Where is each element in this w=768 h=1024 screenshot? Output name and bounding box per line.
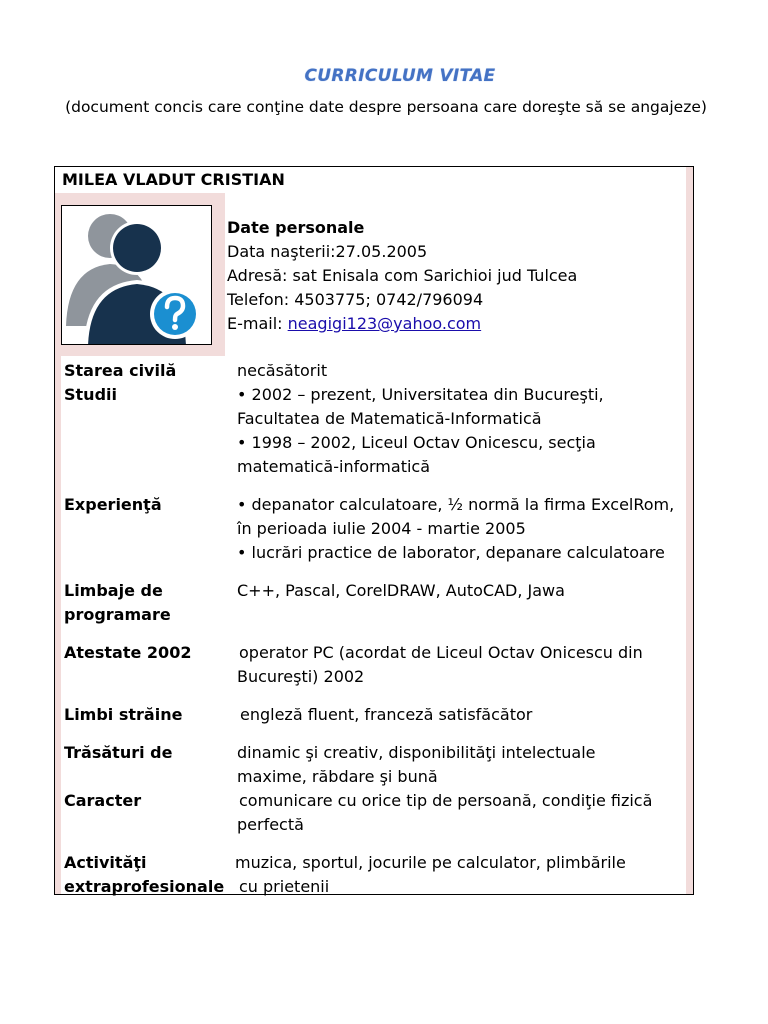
email-link[interactable]: neagigi123@yahoo.com [287, 314, 482, 333]
studies-line: • 1998 – 2002, Liceul Octav Onicescu, secţia [237, 433, 596, 452]
traits-line: comunicare cu orice tip de persoană, condiţie fizică [239, 791, 653, 810]
traits-label: Trăsături de [64, 743, 173, 762]
civil-label: Starea civilă [64, 361, 177, 380]
pink-strip-right [686, 167, 693, 894]
studies-line: matematică-informatică [237, 457, 431, 476]
phone: Telefon: 4503775; 0742/796094 [227, 290, 484, 309]
experience-label: Experienţă [64, 495, 162, 514]
traits-line: maxime, răbdare şi bună [237, 767, 438, 786]
experience-line: • lucrări practice de laborator, depanare calculatoare [237, 543, 665, 562]
certs-line: Bucureşti) 2002 [237, 667, 365, 686]
foreign-languages-label: Limbi străine [64, 705, 183, 724]
personal-heading: Date personale [227, 218, 365, 237]
email-label: E-mail: [227, 314, 288, 333]
prog-languages-label: programare [64, 605, 171, 624]
cv-name: MILEA VLADUT CRISTIAN [62, 170, 285, 189]
pink-strip-left [55, 355, 61, 894]
studies-line: • 2002 – prezent, Universitatea din Bucureşti, [237, 385, 604, 404]
activities-line: muzica, sportul, jocurile pe calculator, plimbările [235, 853, 626, 872]
prog-languages-value: C++, Pascal, CorelDRAW, AutoCAD, Jawa [237, 581, 565, 600]
user-question-icon [62, 206, 212, 345]
foreign-languages-value: engleză fluent, franceză satisfăcător [240, 705, 533, 724]
prog-languages-label: Limbaje de [64, 581, 163, 600]
email-row [227, 312, 481, 336]
cv-subtitle: (document concis care conţine date despre persoana care doreşte să se angajeze) [65, 98, 707, 116]
birth-date: Data naşterii:27.05.2005 [227, 242, 428, 261]
certs-label: Atestate 2002 [64, 643, 192, 662]
traits-line: dinamic şi creativ, disponibilităţi intelectuale [237, 743, 596, 762]
activities-label: extraprofesionale [64, 877, 225, 896]
cv-title: CURRICULUM VITAE [304, 66, 496, 86]
certs-line: operator PC (acordat de Liceul Octav Onicescu din [239, 643, 643, 662]
photo-frame [61, 205, 212, 345]
activities-line: cu prietenii [239, 877, 330, 896]
activities-label: Activităţi [64, 853, 147, 872]
traits-line: perfectă [237, 815, 304, 834]
civil-value: necăsătorit [237, 361, 328, 380]
experience-line: în perioada iulie 2004 - martie 2005 [237, 519, 526, 538]
studies-label: Studii [64, 385, 117, 404]
address: Adresă: sat Enisala com Sarichioi jud Tulcea [227, 266, 578, 285]
studies-line: Facultatea de Matematică-Informatică [237, 409, 542, 428]
traits-label: Caracter [64, 791, 142, 810]
experience-line: • depanator calculatoare, ½ normă la firma ExcelRom, [237, 495, 675, 514]
